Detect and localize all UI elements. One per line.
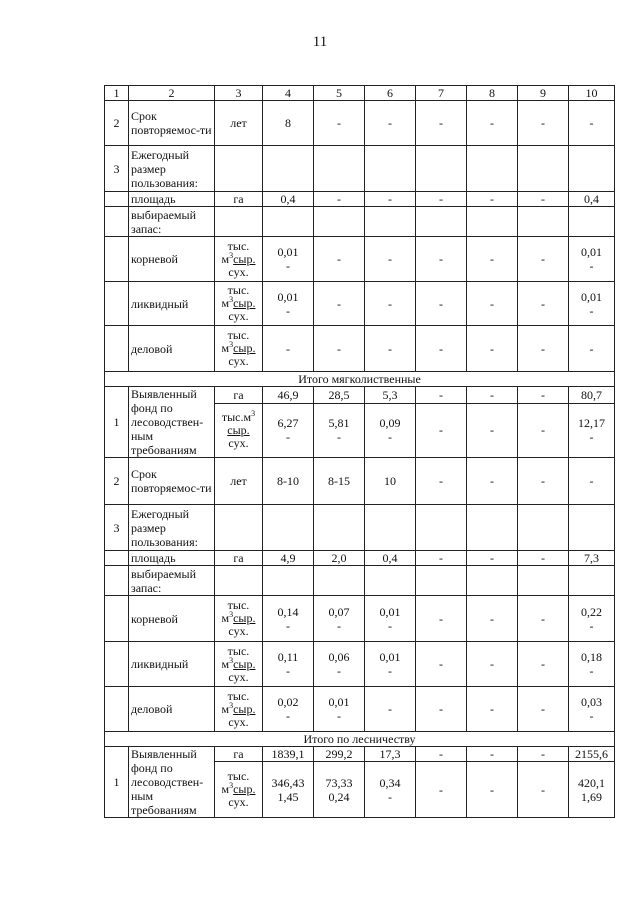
table-row: [105, 458, 615, 505]
value-cell: 0,4: [263, 192, 314, 207]
row-label: Срок повторяемос-ти: [129, 101, 215, 146]
value-cell: -: [467, 551, 518, 566]
row-number: [105, 687, 129, 732]
value-cell: 0,03 -: [569, 687, 615, 732]
empty-cell: [569, 146, 615, 192]
empty-cell: [518, 207, 569, 237]
empty-cell: [215, 146, 263, 192]
value-cell: -: [416, 551, 467, 566]
table-row: [105, 326, 615, 372]
value-cell: -: [416, 762, 467, 818]
empty-cell: [263, 207, 314, 237]
value-cell: 0,4: [569, 192, 615, 207]
value-cell: -: [416, 642, 467, 687]
value-cell: -: [518, 326, 569, 372]
empty-cell: [263, 505, 314, 551]
empty-cell: [263, 146, 314, 192]
value-cell: 1839,1: [263, 747, 314, 762]
value-cell: -: [365, 687, 416, 732]
unit-cell: тыс. $м^3сыр$. сух.: [215, 642, 263, 687]
value-cell: 7,3: [569, 551, 615, 566]
unit-cell: $тыс.м^3$ сыр. сух.: [215, 403, 263, 457]
row-number: 3: [105, 505, 129, 551]
table-row: [105, 551, 615, 566]
row-label: ликвидный: [129, 642, 215, 687]
value-cell: -: [518, 101, 569, 146]
row-label: деловой: [129, 687, 215, 732]
row-number: 2: [105, 458, 129, 505]
unit-cell: лет: [215, 458, 263, 505]
value-cell: -: [416, 458, 467, 505]
row-label: Выявленный фонд по лесоводствен-ным требованиям: [129, 387, 215, 458]
value-cell: -: [314, 237, 365, 282]
table-row: [105, 387, 615, 404]
value-cell: 299,2: [314, 747, 365, 762]
value-cell: 0,34 -: [365, 762, 416, 818]
row-number: 2: [105, 101, 129, 146]
value-cell: 6,27 -: [263, 403, 314, 457]
value-cell: -: [569, 101, 615, 146]
value-cell: 0,01 -: [569, 282, 615, 326]
table-row: [105, 642, 615, 687]
empty-cell: [416, 566, 467, 596]
row-label: Ежегодный размер пользования:: [129, 505, 215, 551]
page-number: 11: [312, 34, 328, 50]
column-header: 7: [416, 86, 467, 101]
row-number: [105, 237, 129, 282]
value-cell: -: [518, 596, 569, 642]
empty-cell: [569, 207, 615, 237]
header-row: [105, 86, 615, 101]
empty-cell: [467, 566, 518, 596]
value-cell: -: [569, 458, 615, 505]
unit-cell: тыс. $м^3сыр$. сух.: [215, 282, 263, 326]
value-cell: -: [416, 747, 467, 762]
row-label: корневой: [129, 237, 215, 282]
unit-cell: га: [215, 747, 263, 762]
value-cell: 46,9: [263, 387, 314, 404]
table-row: [105, 192, 615, 207]
empty-cell: [314, 207, 365, 237]
row-number: 1: [105, 387, 129, 458]
empty-cell: [467, 146, 518, 192]
unit-cell: га: [215, 551, 263, 566]
unit-cell: тыс. $м^3сыр$. сух.: [215, 687, 263, 732]
row-label: площадь: [129, 551, 215, 566]
section-row: [105, 732, 615, 747]
empty-cell: [518, 505, 569, 551]
value-cell: 2155,6: [569, 747, 615, 762]
unit-cell: тыс. $м^3сыр$. сух.: [215, 762, 263, 818]
row-label: Ежегодный размер пользования:: [129, 146, 215, 192]
value-cell: -: [365, 192, 416, 207]
empty-cell: [365, 505, 416, 551]
value-cell: -: [314, 101, 365, 146]
column-header: 6: [365, 86, 416, 101]
table-row: [105, 101, 615, 146]
value-cell: -: [518, 403, 569, 457]
empty-cell: [518, 146, 569, 192]
table-row: [105, 566, 615, 596]
empty-cell: [416, 146, 467, 192]
value-cell: -: [518, 192, 569, 207]
value-cell: 0,01 -: [365, 596, 416, 642]
value-cell: 2,0: [314, 551, 365, 566]
value-cell: -: [416, 282, 467, 326]
column-header: 5: [314, 86, 365, 101]
empty-cell: [518, 566, 569, 596]
value-cell: 5,3: [365, 387, 416, 404]
value-cell: -: [416, 101, 467, 146]
value-cell: 80,7: [569, 387, 615, 404]
value-cell: 0,01 -: [263, 237, 314, 282]
row-label: выбираемый запас:: [129, 566, 215, 596]
value-cell: -: [518, 458, 569, 505]
value-cell: -: [416, 687, 467, 732]
empty-cell: [416, 505, 467, 551]
empty-cell: [215, 566, 263, 596]
value-cell: -: [416, 326, 467, 372]
row-number: 1: [105, 747, 129, 818]
empty-cell: [215, 505, 263, 551]
value-cell: 17,3: [365, 747, 416, 762]
section-title: Итого по лесничеству: [105, 732, 615, 747]
value-cell: -: [569, 326, 615, 372]
unit-cell: га: [215, 387, 263, 404]
value-cell: -: [467, 458, 518, 505]
value-cell: -: [416, 237, 467, 282]
value-cell: -: [263, 326, 314, 372]
table-row: [105, 687, 615, 732]
column-header: 2: [129, 86, 215, 101]
unit-cell: тыс. $м^3сыр$. сух.: [215, 326, 263, 372]
value-cell: -: [365, 326, 416, 372]
value-cell: -: [467, 762, 518, 818]
column-header: 4: [263, 86, 314, 101]
value-cell: -: [518, 237, 569, 282]
table-row: [105, 207, 615, 237]
value-cell: 0,22 -: [569, 596, 615, 642]
value-cell: -: [416, 387, 467, 404]
value-cell: -: [518, 747, 569, 762]
value-cell: -: [518, 762, 569, 818]
column-header: 3: [215, 86, 263, 101]
value-cell: 0,09 -: [365, 403, 416, 457]
row-number: [105, 596, 129, 642]
empty-cell: [365, 566, 416, 596]
value-cell: -: [365, 237, 416, 282]
row-number: [105, 642, 129, 687]
value-cell: 0,01 -: [365, 642, 416, 687]
row-number: [105, 282, 129, 326]
row-number: [105, 192, 129, 207]
value-cell: 0,01 -: [314, 687, 365, 732]
value-cell: 8-10: [263, 458, 314, 505]
value-cell: 0,14 -: [263, 596, 314, 642]
value-cell: -: [416, 192, 467, 207]
value-cell: 0,02 -: [263, 687, 314, 732]
empty-cell: [314, 566, 365, 596]
value-cell: 0,18 -: [569, 642, 615, 687]
value-cell: -: [467, 237, 518, 282]
table-row: [105, 747, 615, 762]
value-cell: -: [518, 387, 569, 404]
value-cell: 10: [365, 458, 416, 505]
value-cell: 0,06 -: [314, 642, 365, 687]
table-row: [105, 505, 615, 551]
value-cell: 0,01 -: [263, 282, 314, 326]
row-number: 3: [105, 146, 129, 192]
forest-use-table: [104, 85, 615, 818]
value-cell: -: [467, 101, 518, 146]
empty-cell: [569, 505, 615, 551]
unit-cell: га: [215, 192, 263, 207]
value-cell: -: [467, 596, 518, 642]
value-cell: -: [467, 387, 518, 404]
value-cell: -: [467, 687, 518, 732]
value-cell: -: [314, 192, 365, 207]
value-cell: -: [467, 192, 518, 207]
value-cell: 346,43 1,45: [263, 762, 314, 818]
section-row: [105, 372, 615, 387]
value-cell: 0,07 -: [314, 596, 365, 642]
value-cell: 4,9: [263, 551, 314, 566]
empty-cell: [365, 146, 416, 192]
value-cell: -: [314, 326, 365, 372]
column-header: 9: [518, 86, 569, 101]
empty-cell: [416, 207, 467, 237]
value-cell: -: [518, 687, 569, 732]
table-row: [105, 596, 615, 642]
unit-cell: тыс. $м^3сыр$. сух.: [215, 237, 263, 282]
column-header: 1: [105, 86, 129, 101]
value-cell: -: [467, 282, 518, 326]
value-cell: 8: [263, 101, 314, 146]
value-cell: -: [518, 551, 569, 566]
row-label: Выявленный фонд по лесоводствен-ным требованиям: [129, 747, 215, 818]
table-row: [105, 282, 615, 326]
empty-cell: [215, 207, 263, 237]
value-cell: 0,11 -: [263, 642, 314, 687]
value-cell: -: [314, 282, 365, 326]
empty-cell: [467, 505, 518, 551]
value-cell: 5,81 -: [314, 403, 365, 457]
value-cell: 420,1 1,69: [569, 762, 615, 818]
row-label: выбираемый запас:: [129, 207, 215, 237]
section-title: Итого мягколиственные: [105, 372, 615, 387]
value-cell: 0,01 -: [569, 237, 615, 282]
value-cell: 28,5: [314, 387, 365, 404]
empty-cell: [467, 207, 518, 237]
table-row: [105, 237, 615, 282]
empty-cell: [263, 566, 314, 596]
value-cell: -: [365, 282, 416, 326]
value-cell: -: [467, 642, 518, 687]
row-label: Срок повторяемос-ти: [129, 458, 215, 505]
row-label: корневой: [129, 596, 215, 642]
row-number: [105, 551, 129, 566]
column-header: 8: [467, 86, 518, 101]
empty-cell: [569, 566, 615, 596]
empty-cell: [314, 146, 365, 192]
unit-cell: тыс. $м^3сыр$. сух.: [215, 596, 263, 642]
row-label: деловой: [129, 326, 215, 372]
row-label: ликвидный: [129, 282, 215, 326]
row-label: площадь: [129, 192, 215, 207]
table-row: [105, 146, 615, 192]
value-cell: -: [416, 403, 467, 457]
value-cell: -: [467, 747, 518, 762]
value-cell: -: [518, 282, 569, 326]
value-cell: -: [467, 326, 518, 372]
value-cell: 12,17 -: [569, 403, 615, 457]
column-header: 10: [569, 86, 615, 101]
value-cell: 73,33 0,24: [314, 762, 365, 818]
row-number: [105, 326, 129, 372]
value-cell: 0,4: [365, 551, 416, 566]
value-cell: -: [365, 101, 416, 146]
empty-cell: [314, 505, 365, 551]
value-cell: 8-15: [314, 458, 365, 505]
value-cell: -: [467, 403, 518, 457]
empty-cell: [365, 207, 416, 237]
unit-cell: лет: [215, 101, 263, 146]
value-cell: -: [416, 596, 467, 642]
row-number: [105, 566, 129, 596]
row-number: [105, 207, 129, 237]
value-cell: -: [518, 642, 569, 687]
